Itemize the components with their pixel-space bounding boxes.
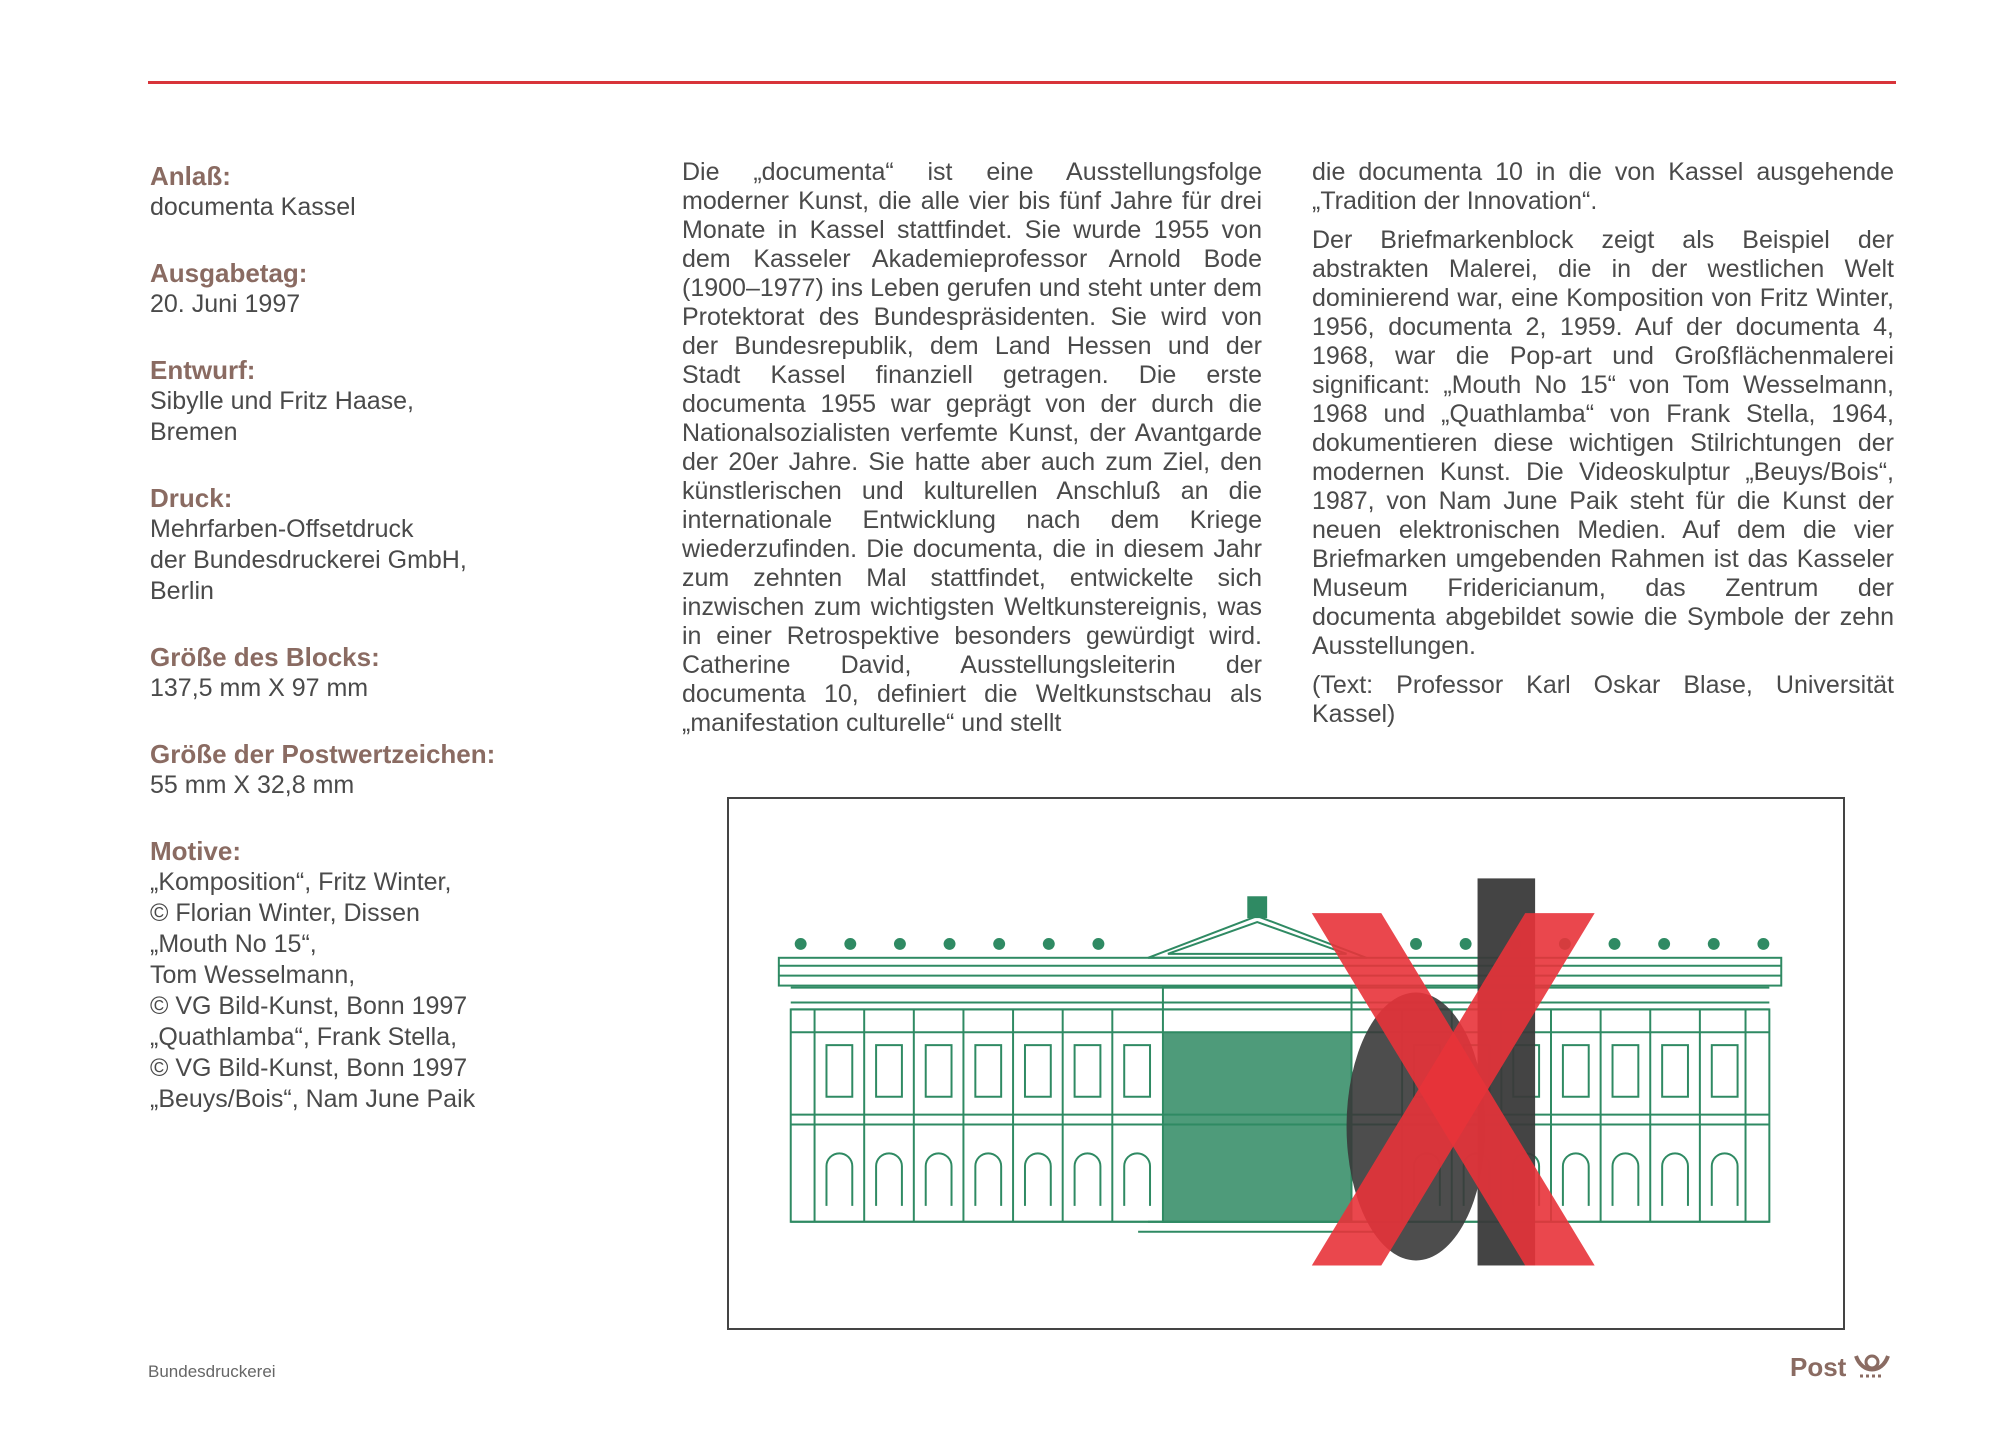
printer-credit: Bundesdruckerei: [148, 1362, 276, 1381]
body-text-middle: [682, 158, 1262, 748]
field-entwurf: [150, 354, 630, 448]
post-horn-icon: [1852, 1350, 1892, 1384]
field-value: 20. Juni 1997: [150, 290, 301, 318]
fridericianum-illustration: [729, 799, 1843, 1328]
field-groesse-postwertzeichen: [150, 738, 630, 801]
field-value: 137,5 mm X 97 mm: [150, 674, 369, 702]
field-value: „Komposition“, Fritz Winter, © Florian Winter, Dissen „Mouth No 15“, Tom Wesselmann, © VG Bild-Kunst, Bonn 1997 „Quathlamba“, Frank Stella, © VG Bild-Kunst, Bonn 1997 „Beuys/Bois“, Nam June Paik: [150, 868, 476, 1113]
field-label: Motive:: [150, 836, 241, 866]
field-anlass: [150, 160, 630, 223]
field-label: Anlaß:: [150, 161, 231, 191]
paragraph: (Text: Professor Karl Oskar Blase, Universität Kassel): [1312, 671, 1894, 728]
post-logo: [1790, 1350, 1892, 1384]
paragraph: Die „documenta“ ist eine Ausstellungsfolge moderner Kunst, die alle vier bis fünf Jahre für drei Monate in Kassel stattfindet. Sie wurde 1955 von dem Kasseler Akademieprofessor Arnold Bode (1900–1977) ins Leben gerufen und steht unter dem Protektorat des Bundespräsidenten. Sie wird von der Bundesrepublik, dem Land Hessen und der Stadt Kassel finanziell getragen. Die erste documenta 1955 war geprägt von der durch die Nationalsozialisten verfemte Kunst, der Avantgarde der 20er Jahre. Sie hatte aber auch zum Ziel, den künstlerischen und kulturellen Anschluß an die internationale Entwicklung nach dem Kriege wiederzufinden. Die documenta, die in diesem Jahr zum zehnten Mal stattfindet, entwickelte sich inzwischen zum wichtigsten Weltkunstereignis, was in einer Retrospektive besonders gewürdigt wird. Catherine David, Ausstellungsleiterin der documenta 10, definiert die Weltkunstschau als „manifestation culturelle“ und stellt: [682, 158, 1262, 737]
paragraph: Der Briefmarkenblock zeigt als Beispiel der abstrakten Malerei, die in der westlichen Welt dominierend war, eine Komposition von Fritz Winter, 1956, documenta 2, 1959. Auf der documenta 4, 1968, war die Pop-art und Großflächenmalerei significant: „Mouth No 15“ von Tom Wesselmann, 1968 und „Quathlamba“ von Frank Stella, 1964, dokumentieren diese wichtigen Stilrichtungen der modernen Kunst. Die Videoskulptur „Beuys/Bois“, 1987, von Nam June Paik steht für die Kunst der neuen elektronischen Medien. Auf dem die vier Briefmarken umgebenden Rahmen ist das Kasseler Museum Fridericianum, das Zentrum der documenta abgebildet sowie die Symbole der zehn Ausstellungen.: [1312, 226, 1894, 660]
field-ausgabetag: [150, 257, 630, 320]
field-druck: [150, 482, 630, 607]
field-value: documenta Kassel: [150, 193, 356, 221]
stamp-block-illustration: [727, 797, 1845, 1330]
post-label: Post: [1790, 1351, 1847, 1382]
field-value: Mehrfarben-Offsetdruck der Bundesdruckerei GmbH, Berlin: [150, 515, 467, 605]
field-value: Sibylle und Fritz Haase, Bremen: [150, 387, 415, 446]
body-text-right: [1312, 158, 1894, 739]
documenta-dx-logo: [1312, 878, 1595, 1265]
field-label: Druck:: [150, 483, 233, 513]
info-column: [150, 160, 630, 1149]
field-value: 55 mm X 32,8 mm: [150, 771, 355, 799]
top-rule: [148, 81, 1896, 84]
paragraph: die documenta 10 in die von Kassel ausgehende „Tradition der Innovation“.: [1312, 158, 1894, 215]
field-label: Ausgabetag:: [150, 258, 308, 288]
field-label: Größe des Blocks:: [150, 642, 380, 672]
field-label: Entwurf:: [150, 355, 256, 385]
field-label: Größe der Postwertzeichen:: [150, 739, 496, 769]
field-motive: [150, 835, 630, 1115]
field-groesse-block: [150, 641, 630, 704]
